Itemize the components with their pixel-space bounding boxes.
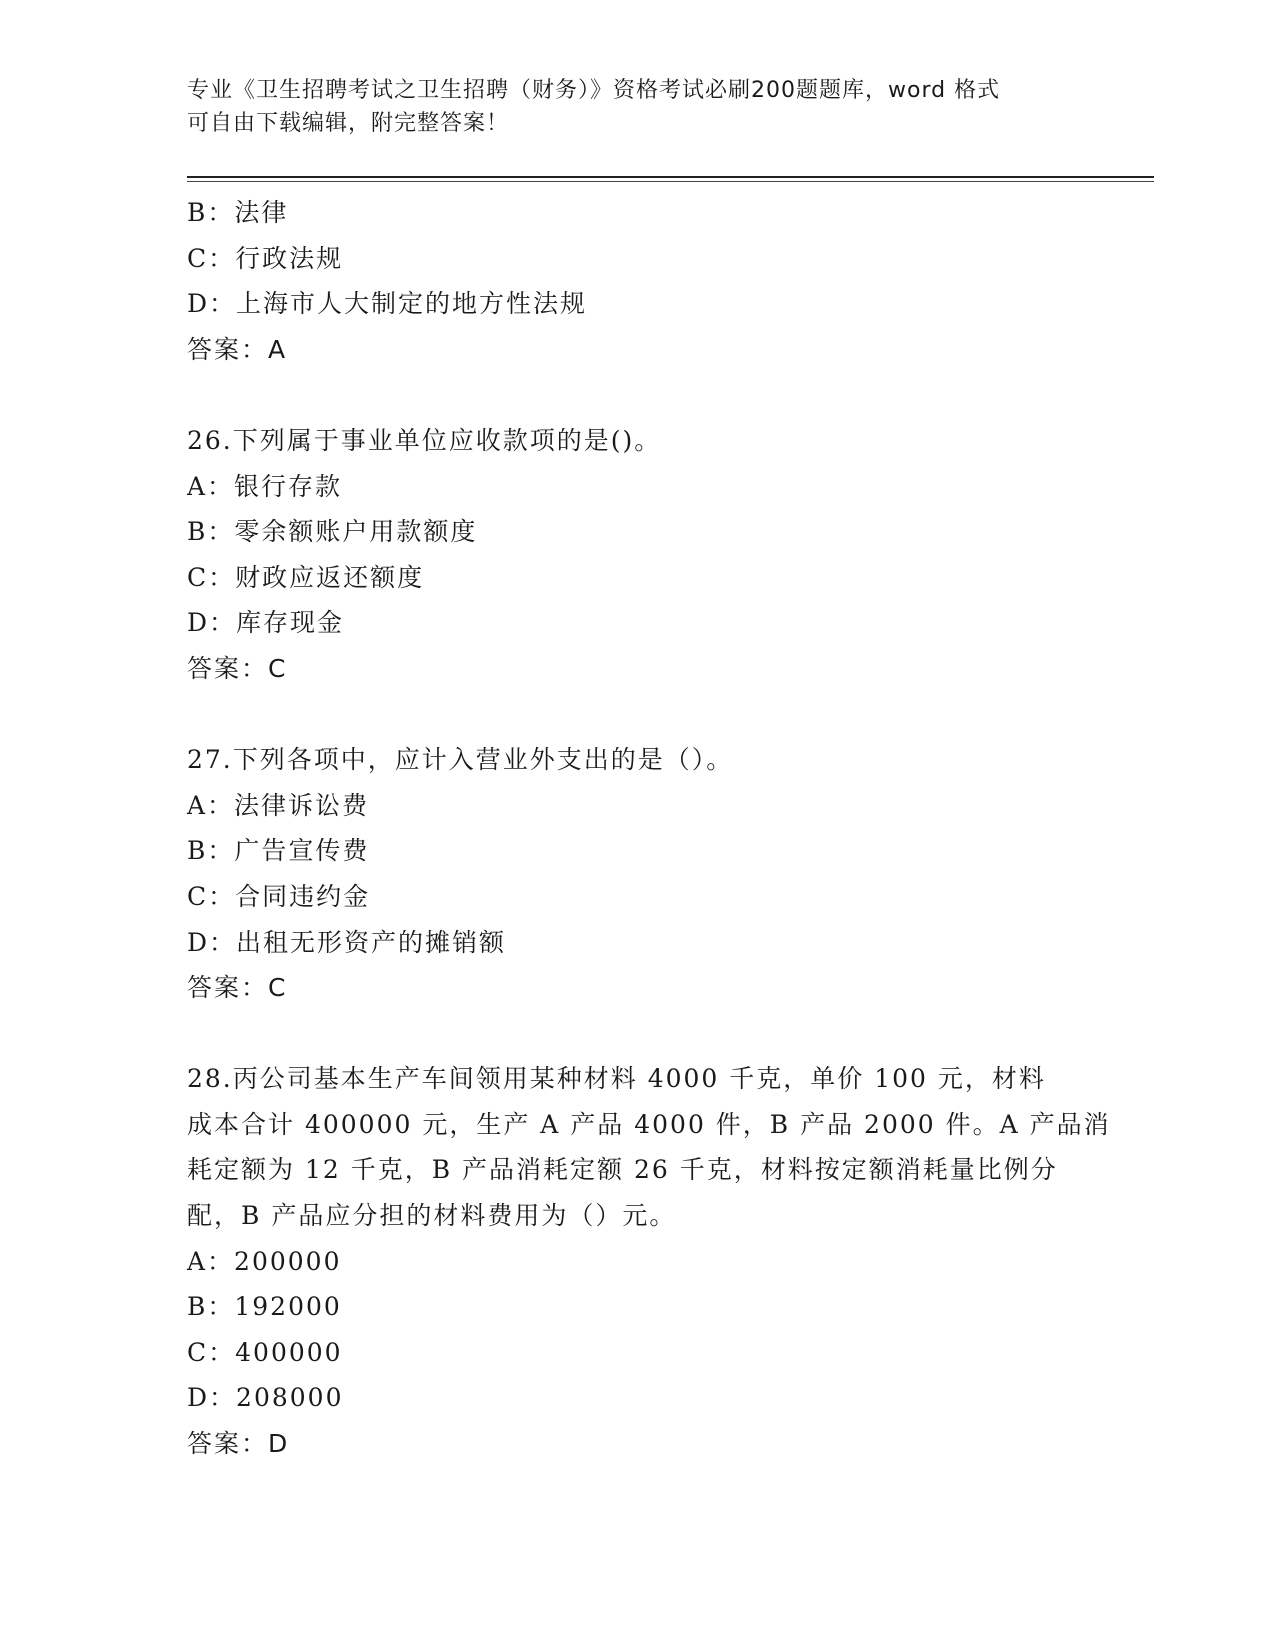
header-rule-thick bbox=[187, 176, 1154, 178]
header-title-line-1: 专业《卫生招聘考试之卫生招聘（财务）》资格考试必刷200题题库，word 格式 bbox=[187, 78, 1001, 103]
q27-answer: 答案：C bbox=[187, 973, 288, 1003]
q28-answer: 答案：D bbox=[187, 1429, 290, 1459]
q27-option-a: A：法律诉讼费 bbox=[187, 790, 370, 820]
header-rule-thin bbox=[187, 181, 1154, 182]
q27-option-d: D：出租无形资产的摊销额 bbox=[187, 927, 507, 957]
q26-answer: 答案：C bbox=[187, 653, 288, 683]
q27-option-b: B：广告宣传费 bbox=[187, 836, 370, 866]
q28-option-c: C：400000 bbox=[187, 1337, 343, 1367]
q25-answer: 答案：A bbox=[187, 334, 288, 364]
q25-option-d: D：上海市人大制定的地方性法规 bbox=[187, 289, 588, 319]
q26-option-b: B：零余额账户用款额度 bbox=[187, 517, 478, 547]
spacer bbox=[187, 372, 1087, 418]
spacer bbox=[187, 1011, 1087, 1057]
q28-option-b: B：192000 bbox=[187, 1292, 342, 1322]
q26-option-a: A：银行存款 bbox=[187, 471, 343, 501]
q28-stem-line-2: 成本合计 400000 元，生产 A 产品 4000 件，B 产品 2000 件。A 产品消 bbox=[187, 1109, 1111, 1139]
question-content bbox=[187, 190, 1111, 1467]
q27-stem: 27.下列各项中，应计入营业外支出的是（）。 bbox=[187, 745, 734, 775]
header-title-line-2: 可自由下载编辑，附完整答案！ bbox=[187, 111, 510, 136]
q28-option-a: A：200000 bbox=[187, 1246, 342, 1276]
q26-stem: 26.下列属于事业单位应收款项的是()。 bbox=[187, 425, 662, 455]
q28-stem-line-3: 耗定额为 12 千克，B 产品消耗定额 26 千克，材料按定额消耗量比例分 bbox=[187, 1155, 1058, 1185]
q25-option-c: C：行政法规 bbox=[187, 243, 344, 273]
document-header bbox=[187, 74, 1067, 140]
q28-stem-line-1: 28.丙公司基本生产车间领用某种材料 4000 千克，单价 100 元，材料 bbox=[187, 1064, 1046, 1094]
q27-option-c: C：合同违约金 bbox=[187, 881, 371, 911]
q26-option-d: D：库存现金 bbox=[187, 608, 345, 638]
spacer bbox=[187, 692, 1087, 738]
q28-stem-line-4: 配，B 产品应分担的材料费用为（）元。 bbox=[187, 1201, 677, 1231]
q28-option-d: D：208000 bbox=[187, 1383, 344, 1413]
q26-option-c: C：财政应返还额度 bbox=[187, 562, 425, 592]
q25-option-b: B：法律 bbox=[187, 198, 289, 227]
